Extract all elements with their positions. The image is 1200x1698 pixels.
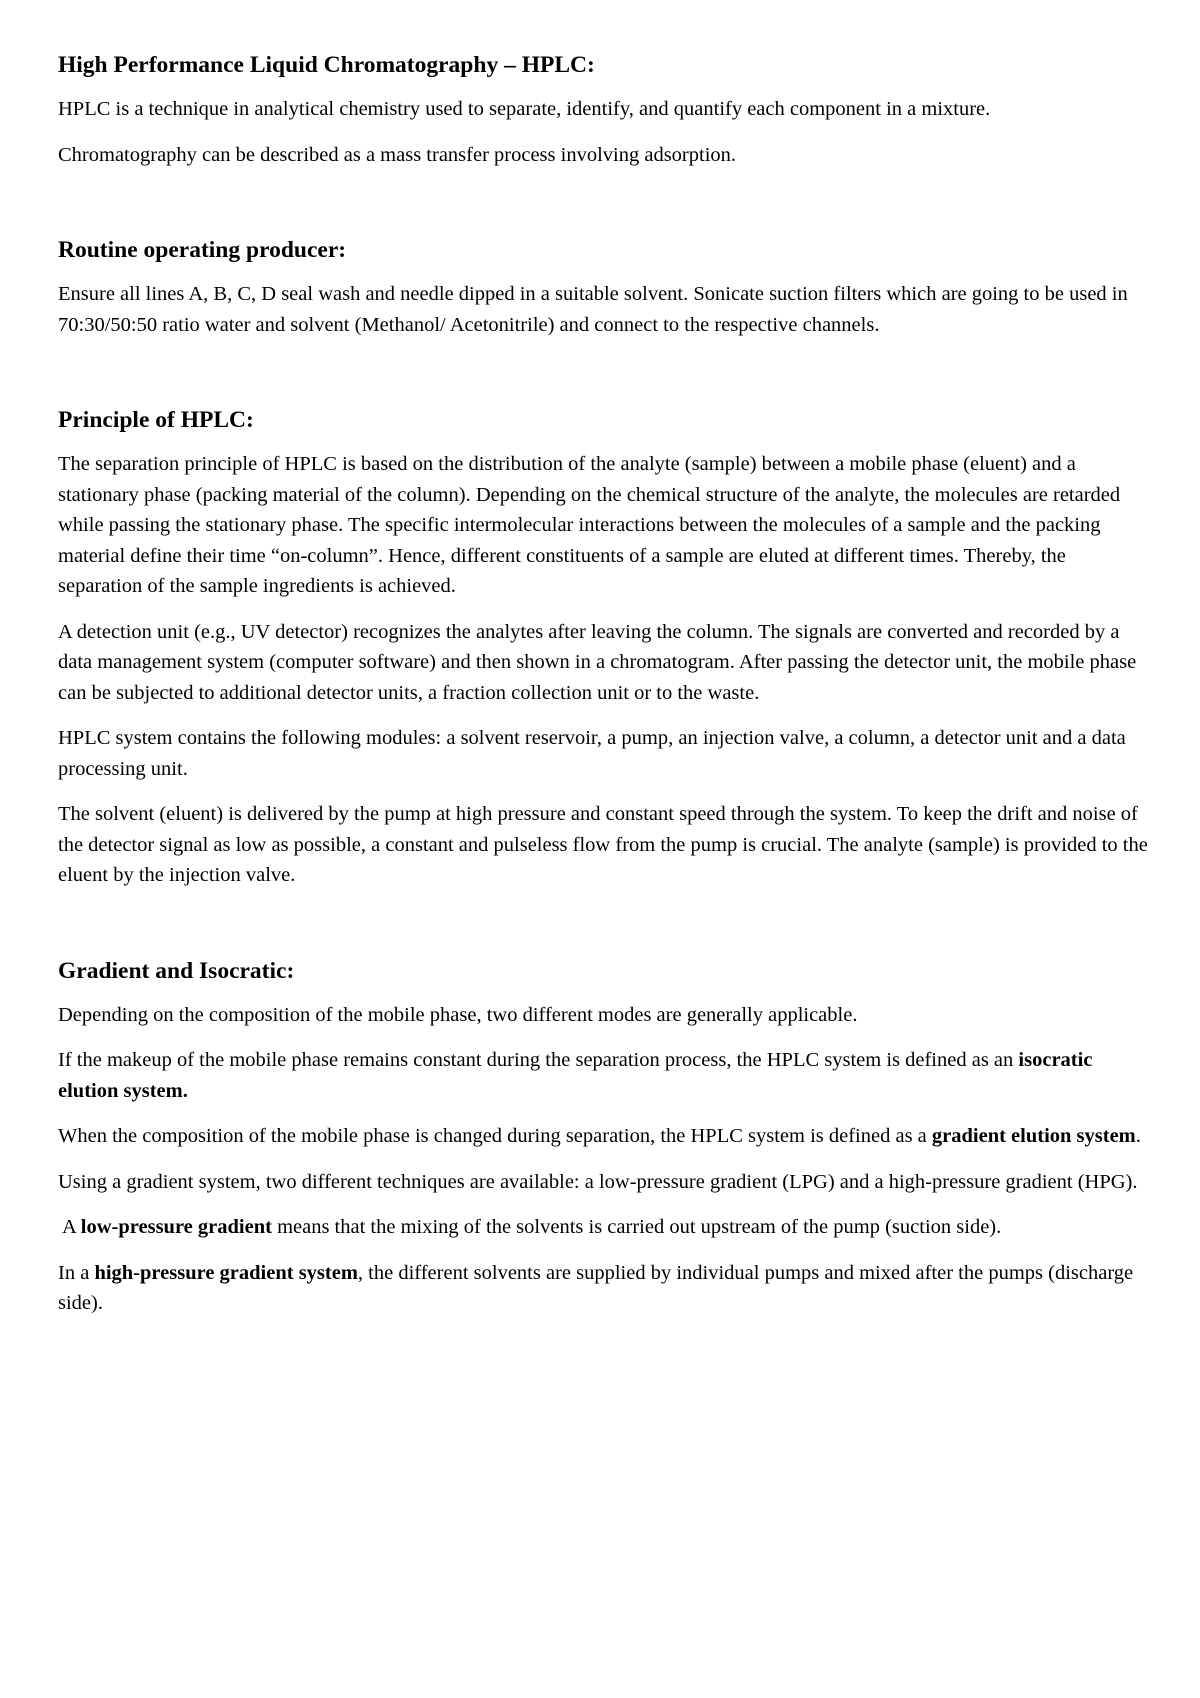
paragraph: Depending on the composition of the mobile phase, two different modes are generally applicable. [58, 1003, 858, 1026]
section-heading-routine: Routine operating producer: [58, 237, 347, 263]
text-run: In a [58, 1261, 95, 1284]
section-gap [58, 355, 1148, 405]
text-run: , the different solvents are supplied by individual pumps and mixed after the pumps (discharge side). [58, 1261, 1134, 1314]
text-run: . [1135, 1125, 1141, 1147]
section-heading-hplc: High Performance Liquid Chromatography – HPLC: [58, 52, 595, 78]
text-run: A [58, 1216, 81, 1238]
paragraph-isocratic [58, 1045, 1148, 1106]
bold-term: low-pressure gradient [80, 1216, 272, 1238]
section-heading-principle: Principle of HPLC: [58, 407, 254, 433]
paragraph: Ensure all lines A, B, C, D seal wash and needle dipped in a suitable solvent. Sonicate suction filters which are going to be used in 70:30/50:50 ratio water and solvent (Methanol/ Acetonitrile) and connect to the respective channels. [58, 283, 1128, 336]
paragraph: HPLC is a technique in analytical chemistry used to separate, identify, and quantify each component in a mixture. [58, 98, 991, 120]
paragraph: HPLC system contains the following modules: a solvent reservoir, a pump, an injection valve, a column, a detector unit and a data processing unit. [58, 727, 1126, 780]
section-gap [58, 906, 1148, 956]
text-run: When the composition of the mobile phase is changed during separation, the HPLC system is defined as a [58, 1125, 932, 1147]
section-gap [58, 185, 1148, 235]
bold-term: gradient elution system [931, 1125, 1136, 1147]
bold-term: isocratic elution system. [58, 1049, 1093, 1102]
section-heading-gradient: Gradient and Isocratic: [58, 957, 295, 984]
paragraph: Using a gradient system, two different techniques are available: a low-pressure gradient (LPG) and a high-pressure gradient (HPG). [58, 1170, 1138, 1193]
text-run: means that the mixing of the solvents is carried out upstream of the pump (suction side). [271, 1216, 1002, 1238]
paragraph-gradient [58, 1121, 1148, 1152]
paragraph-lpg [58, 1212, 1148, 1243]
paragraph: Chromatography can be described as a mass transfer process involving adsorption. [58, 143, 737, 166]
paragraph: The separation principle of HPLC is based on the distribution of the analyte (sample) between a mobile phase (eluent) and a stationary phase (packing material of the column). Depending on the chemical structure of the analyte, the molecules are retarded while passing the stationary phase. The specific intermolecular interactions between the molecules of a sample and the packing material define their time “on-column”. Hence, different constituents of a sample are eluted at different times. Thereby, the separation of the sample ingredients is achieved. [58, 453, 1121, 597]
paragraph-hpg [58, 1258, 1148, 1319]
paragraph: A detection unit (e.g., UV detector) recognizes the analytes after leaving the column. The signals are converted and recorded by a data management system (computer software) and then shown in a chromatogram. After passing the detector unit, the mobile phase can be subjected to additional detector units, a fraction collection unit or to the waste. [58, 620, 1137, 704]
paragraph: The solvent (eluent) is delivered by the pump at high pressure and constant speed through the system. To keep the drift and noise of the detector signal as low as possible, a constant and pulseless flow from the pump is crucial. The analyte (sample) is provided to the eluent by the injection valve. [58, 803, 1148, 886]
text-run: If the makeup of the mobile phase remains constant during the separation process, the HPLC system is defined as an [58, 1049, 1019, 1071]
document-page [58, 50, 1148, 1334]
bold-term: high-pressure gradient system [94, 1261, 358, 1284]
